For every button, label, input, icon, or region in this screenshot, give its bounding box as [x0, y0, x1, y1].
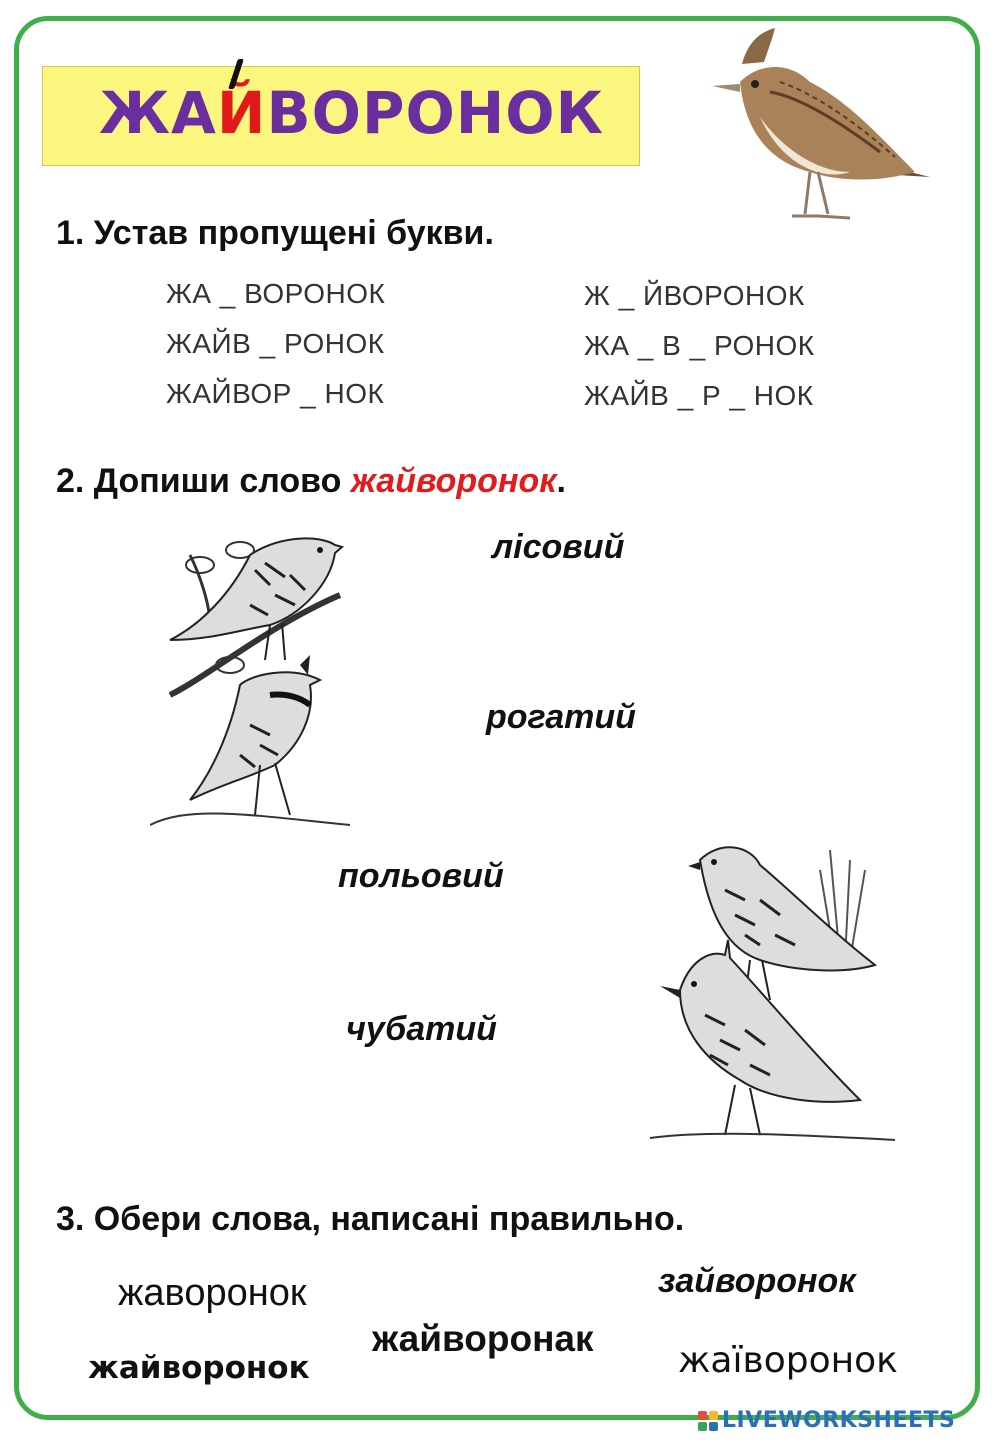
choice-word-1[interactable]: жаворонок — [118, 1272, 307, 1314]
liveworksheets-watermark — [698, 1408, 955, 1433]
gap-word-right-3: ЖАЙВ _ Р _ НОК — [584, 380, 814, 411]
task-1-heading: 1. Устав пропущені букви. — [56, 214, 494, 252]
task-2-heading-word: жайворонок — [350, 462, 557, 500]
adjective-chubatyi: чубатий — [346, 1010, 497, 1048]
choice-word-5[interactable]: жаїворонок — [678, 1340, 898, 1381]
title-part-2: ВОРОНОК — [266, 79, 605, 147]
liveworksheets-logo-icon — [698, 1411, 718, 1431]
choice-word-4[interactable]: жайворонок — [88, 1350, 310, 1386]
woodlark-and-horned-lark-sketch — [150, 515, 370, 835]
title-part-1: ЖА — [99, 79, 217, 147]
skylark-and-crested-lark-sketch — [650, 840, 900, 1150]
gap-word-right-1: Ж _ ЙВОРОНОК — [584, 280, 805, 311]
choice-word-2[interactable]: зайворонок — [658, 1262, 856, 1300]
gap-word-left-2: ЖАЙВ _ РОНОК — [166, 328, 385, 359]
adjective-polovyi: польовий — [338, 857, 504, 895]
adjective-rohatyi: рогатий — [486, 698, 636, 736]
task-2-heading — [56, 462, 566, 501]
skylark-color-illustration — [700, 22, 940, 232]
title-word — [99, 79, 604, 147]
task-2-heading-suffix: . — [556, 462, 566, 500]
gap-word-right-2: ЖА _ В _ РОНОК — [584, 330, 815, 361]
task-3-heading: 3. Обери слова, написані правильно. — [56, 1200, 685, 1238]
adjective-lisovyi: лісовий — [492, 528, 625, 566]
gap-word-left-3: ЖАЙВОР _ НОК — [166, 378, 385, 409]
gap-word-left-1: ЖА _ ВОРОНОК — [166, 278, 386, 309]
task-2-heading-prefix: 2. Допиши слово — [56, 462, 351, 500]
title-banner — [42, 66, 640, 166]
title-accent-letter: Й — [216, 79, 267, 147]
choice-word-3[interactable]: жайворонак — [372, 1318, 594, 1359]
liveworksheets-brand: LIVEWORKSHEETS — [722, 1408, 956, 1433]
